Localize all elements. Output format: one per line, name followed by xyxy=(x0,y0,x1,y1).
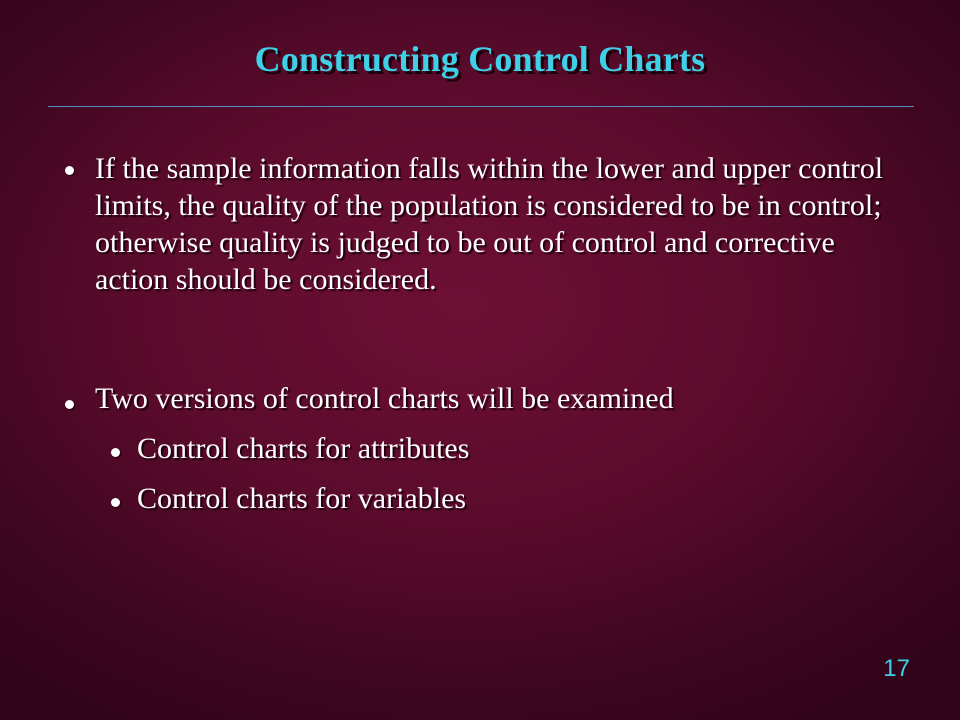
bullet-item: If the sample information falls within the lower and upper control limits, the quality of the population is considered to be in control; otherwise quality is judged to be out of control and corrective action should be considered. xyxy=(95,152,884,296)
sub-bullet-dot-icon xyxy=(111,498,120,507)
title-divider xyxy=(48,106,914,107)
slide-title: Constructing Control Charts xyxy=(254,39,706,79)
sub-bullet-dot-icon xyxy=(111,448,120,457)
bullet-dot-icon xyxy=(65,166,74,175)
sub-bullet-item: Control charts for attributes xyxy=(137,432,470,465)
sub-bullet-item: Control charts for variables xyxy=(137,482,467,515)
page-number: 17 xyxy=(883,655,910,682)
bullet-dot-icon xyxy=(65,400,74,409)
bullet-item: Two versions of control charts will be examined xyxy=(95,382,674,415)
